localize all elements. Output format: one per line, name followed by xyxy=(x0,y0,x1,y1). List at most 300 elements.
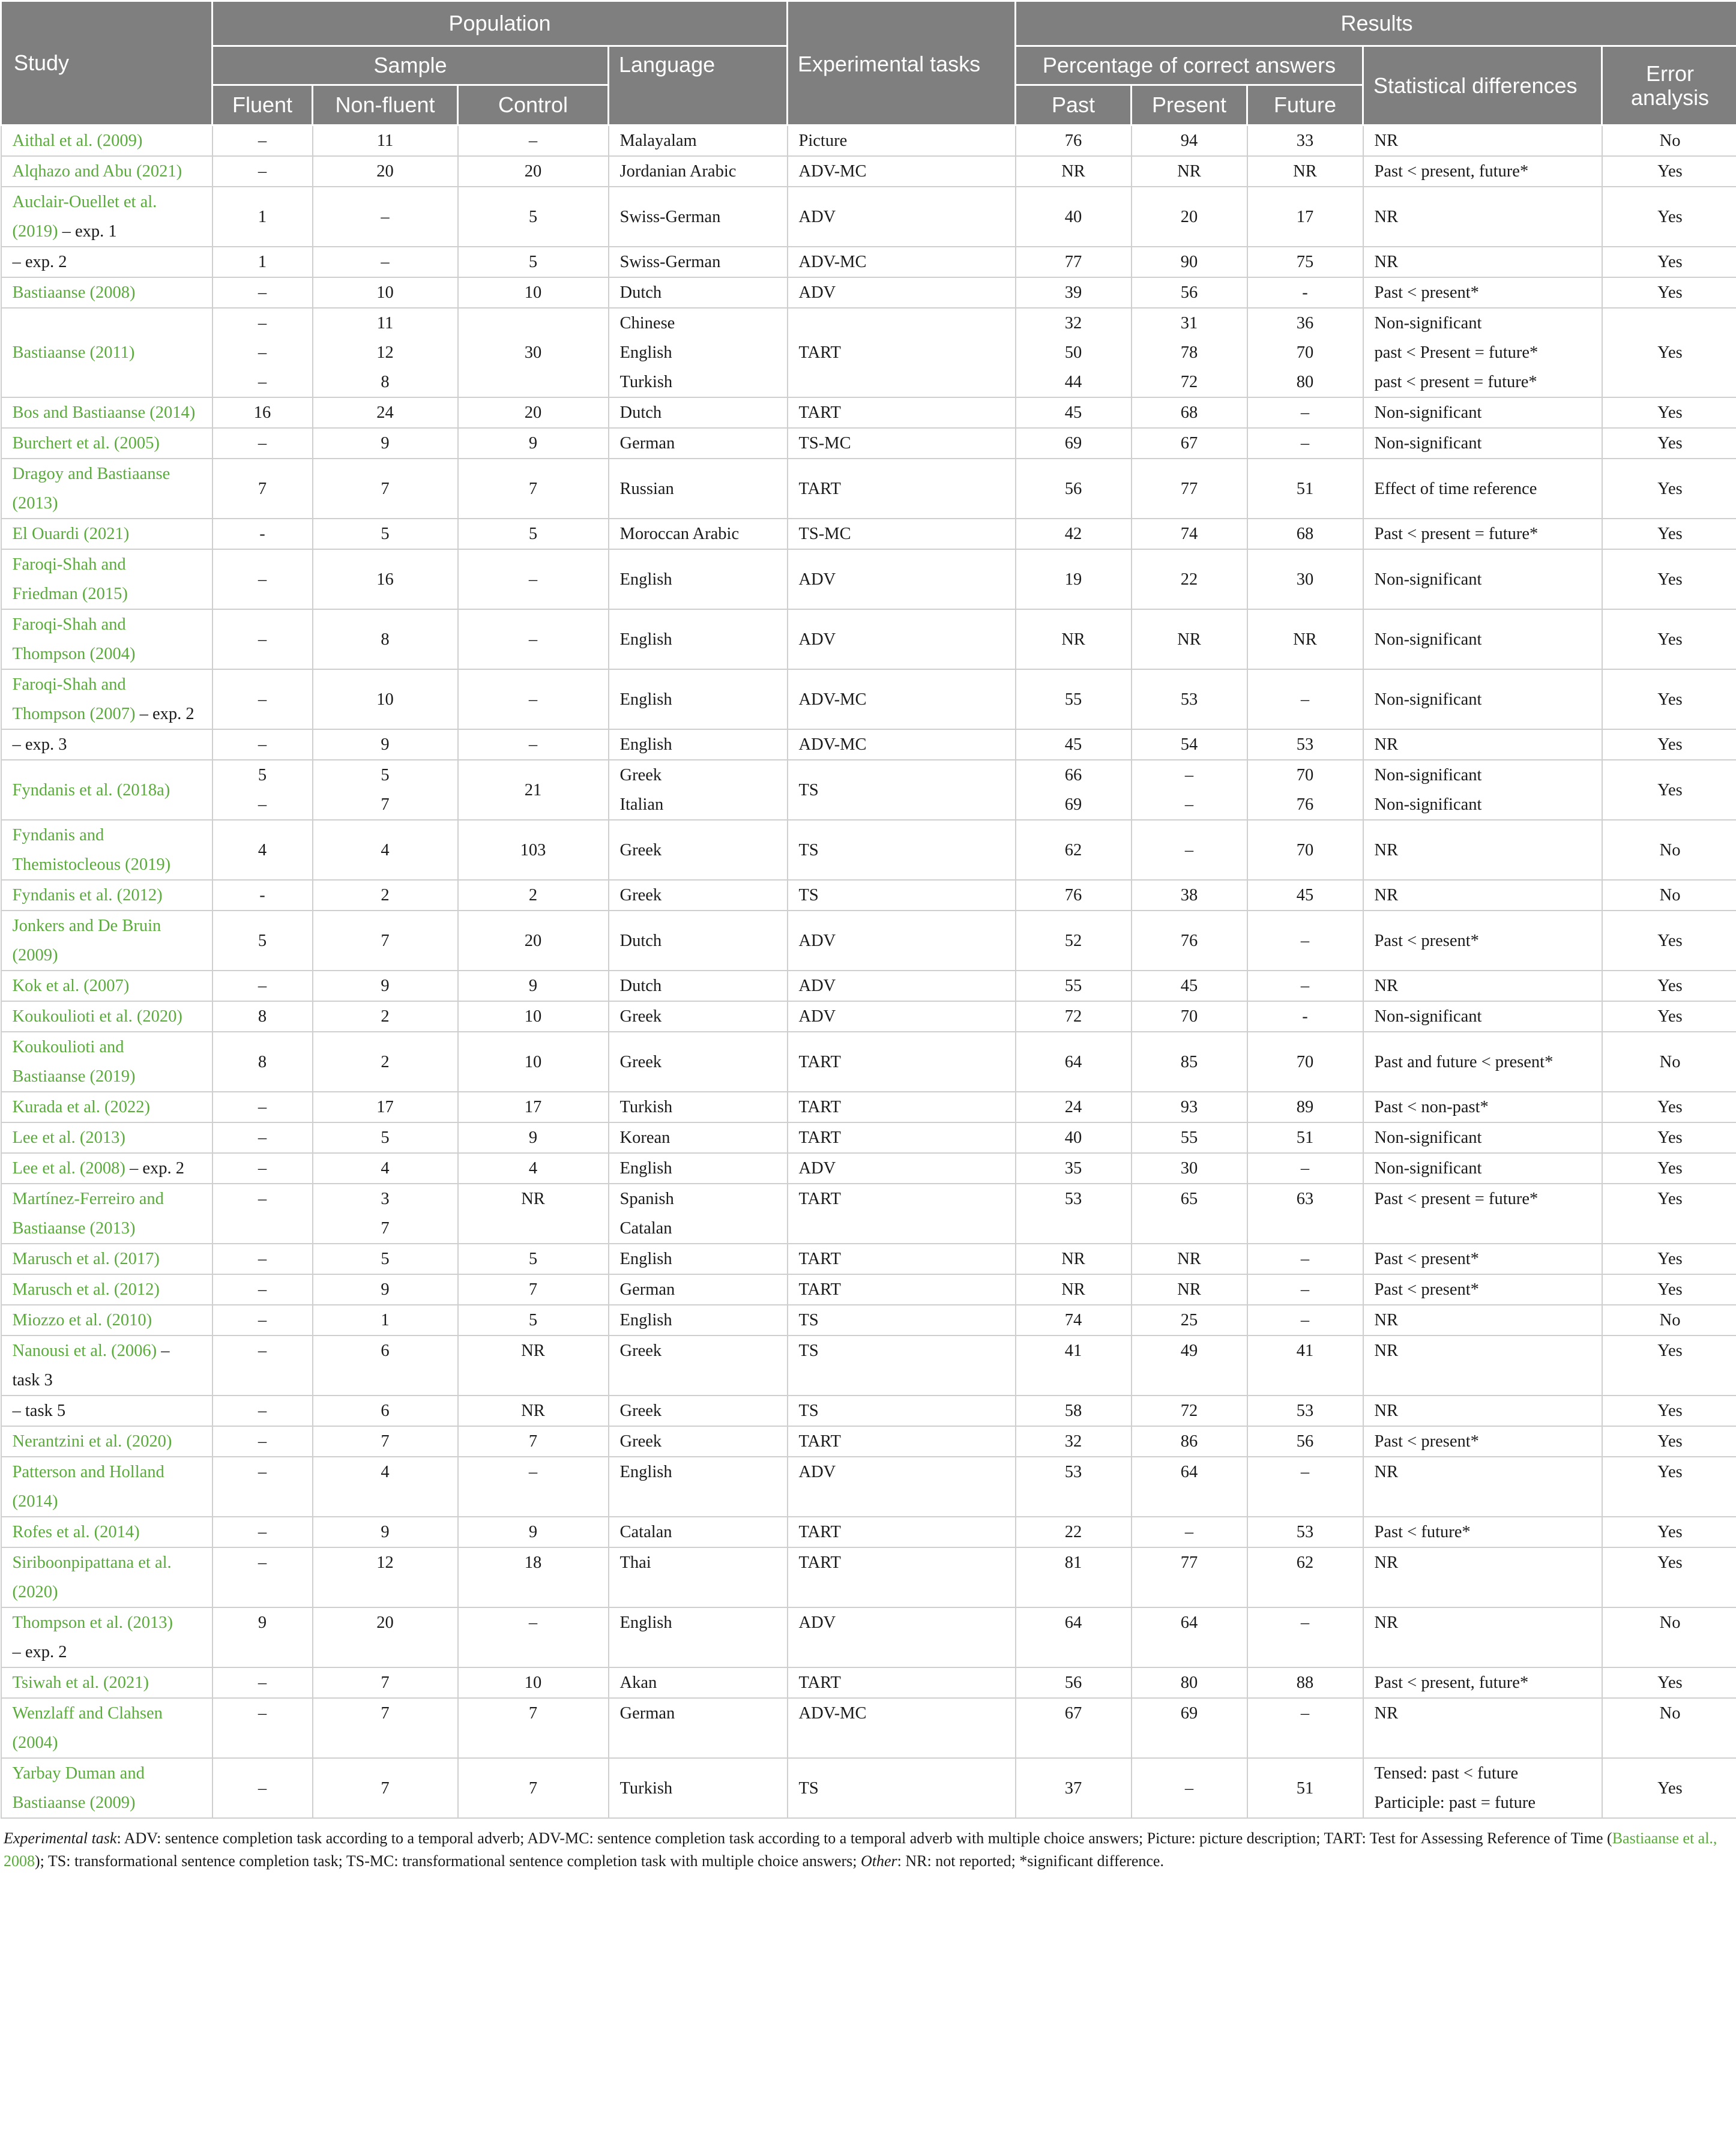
cell-past xyxy=(1016,308,1132,397)
cell-task: TART xyxy=(788,308,1016,397)
cell-statistical-difference: Past < present* xyxy=(1363,277,1602,308)
cell-fluent: – xyxy=(212,971,313,1001)
cell-present-line: 78 xyxy=(1180,343,1198,362)
cell-error-analysis: Yes xyxy=(1602,459,1736,519)
cell-fluent-line: – xyxy=(258,373,267,391)
cell-present: 90 xyxy=(1132,247,1247,277)
cell-statistical-difference-line: Tensed: past < future xyxy=(1374,1764,1519,1783)
table-row xyxy=(1,247,1736,277)
cell-non-fluent: 4 xyxy=(313,1457,458,1517)
cell-study xyxy=(1,428,212,459)
cell-study xyxy=(1,729,212,760)
cell-study xyxy=(1,1667,212,1698)
cell-language: English xyxy=(609,1607,788,1667)
cell-study xyxy=(1,125,212,157)
cell-study xyxy=(1,459,212,519)
cell-study xyxy=(1,1698,212,1758)
study-reference-link[interactable]: El Ouardi (2021) xyxy=(12,525,130,543)
cell-statistical-difference: Non-significant xyxy=(1363,669,1602,729)
cell-non-fluent: 17 xyxy=(313,1092,458,1122)
cell-non-fluent: 7 xyxy=(313,1758,458,1818)
study-reference-link[interactable]: Themistocleous (2019) xyxy=(12,855,171,874)
cell-statistical-difference: NR xyxy=(1363,125,1602,157)
table-row xyxy=(1,1426,1736,1457)
cell-task: TART xyxy=(788,1184,1016,1244)
study-line xyxy=(13,1341,170,1360)
cell-task: TART xyxy=(788,1667,1016,1698)
cell-fluent: 9 xyxy=(212,1607,313,1667)
cell-study xyxy=(1,1758,212,1818)
cell-error-analysis: Yes xyxy=(1602,1092,1736,1122)
table-row xyxy=(1,125,1736,157)
cell-study xyxy=(1,308,212,397)
table-row xyxy=(1,459,1736,519)
cell-statistical-difference: Past < present* xyxy=(1363,1244,1602,1274)
study-reference-link[interactable]: Burchert et al. (2005) xyxy=(12,434,160,453)
cell-task: ADV xyxy=(788,609,1016,669)
study-reference-link[interactable]: Martínez-Ferreiro and xyxy=(12,1190,164,1208)
cell-study xyxy=(1,247,212,277)
study-reference-link[interactable]: (2020) xyxy=(12,1583,58,1601)
cell-control: – xyxy=(458,125,609,157)
cell-control: 9 xyxy=(458,1517,609,1547)
cell-future: 51 xyxy=(1247,459,1363,519)
cell-future: 53 xyxy=(1247,1396,1363,1426)
cell-language xyxy=(609,308,788,397)
cell-past: 37 xyxy=(1016,1758,1132,1818)
study-reference-link[interactable]: Bastiaanse (2008) xyxy=(12,283,136,302)
cell-fluent: – xyxy=(212,1758,313,1818)
cell-error-analysis: Yes xyxy=(1602,247,1736,277)
cell-non-fluent: 5 xyxy=(313,1122,458,1153)
table-row xyxy=(1,729,1736,760)
study-line xyxy=(13,610,203,639)
cell-future: – xyxy=(1247,1305,1363,1335)
cell-control: 5 xyxy=(458,247,609,277)
cell-non-fluent-line: 7 xyxy=(381,795,390,814)
study-reference-link[interactable]: Koukoulioti et al. (2020) xyxy=(12,1007,182,1026)
cell-future: NR xyxy=(1247,156,1363,187)
study-reference-link[interactable]: Bastiaanse (2009) xyxy=(12,1793,136,1812)
cell-non-fluent: 9 xyxy=(313,1274,458,1305)
cell-future: 62 xyxy=(1247,1547,1363,1607)
cell-error-analysis: Yes xyxy=(1602,1122,1736,1153)
study-line xyxy=(13,775,203,805)
cell-present xyxy=(1132,308,1247,397)
cell-language-line: Italian xyxy=(619,795,664,814)
cell-statistical-difference: NR xyxy=(1363,247,1602,277)
cell-past: 35 xyxy=(1016,1153,1132,1184)
table-row xyxy=(1,1667,1736,1698)
study-reference-link[interactable]: Kok et al. (2007) xyxy=(12,977,130,995)
cell-fluent: 16 xyxy=(212,397,313,428)
cell-non-fluent-line: 3 xyxy=(381,1190,390,1208)
cell-future: 53 xyxy=(1247,729,1363,760)
cell-language: Dutch xyxy=(609,911,788,971)
header-error-analysis: Error analysis xyxy=(1602,46,1736,125)
cell-past: NR xyxy=(1016,1274,1132,1305)
cell-control: 10 xyxy=(458,1667,609,1698)
cell-past-line: 66 xyxy=(1064,766,1082,784)
study-reference-link[interactable]: Yarbay Duman and xyxy=(12,1764,145,1783)
header-study: Study xyxy=(1,1,212,125)
cell-control: NR xyxy=(458,1184,609,1244)
study-line xyxy=(13,850,203,879)
study-reference-link[interactable]: Kurada et al. (2022) xyxy=(12,1098,150,1116)
cell-present: 77 xyxy=(1132,459,1247,519)
table-row xyxy=(1,1396,1736,1426)
cell-statistical-difference: NR xyxy=(1363,1335,1602,1396)
study-line xyxy=(13,1032,203,1062)
cell-language xyxy=(609,1184,788,1244)
study-reference-link[interactable]: Bastiaanse (2013) xyxy=(12,1219,136,1238)
cell-control: 30 xyxy=(458,308,609,397)
study-extra: task 3 xyxy=(12,1371,53,1390)
study-line xyxy=(13,1062,203,1091)
cell-present: 69 xyxy=(1132,1698,1247,1758)
study-reference-link[interactable]: Siriboonpipattana et al. xyxy=(12,1553,172,1572)
cell-task: TART xyxy=(788,1244,1016,1274)
cell-error-analysis: Yes xyxy=(1602,1335,1736,1396)
cell-past: 53 xyxy=(1016,1184,1132,1244)
study-reference-link[interactable]: Nanousi et al. (2006) xyxy=(12,1341,157,1360)
study-suffix: – exp. 2 xyxy=(135,705,194,723)
table-row xyxy=(1,187,1736,247)
cell-task: TART xyxy=(788,397,1016,428)
cell-present: – xyxy=(1132,1517,1247,1547)
table-body xyxy=(1,125,1736,1819)
table-row xyxy=(1,1698,1736,1758)
cell-study xyxy=(1,1092,212,1122)
cell-fluent-line: – xyxy=(258,343,267,362)
cell-language: Dutch xyxy=(609,277,788,308)
study-reference-link[interactable]: Fyndanis et al. (2012) xyxy=(12,886,163,905)
cell-error-analysis: Yes xyxy=(1602,1396,1736,1426)
study-reference-link[interactable]: Tsiwah et al. (2021) xyxy=(12,1673,149,1692)
study-reference-link[interactable]: Wenzlaff and Clahsen xyxy=(12,1704,163,1723)
cell-study xyxy=(1,519,212,549)
cell-future: 68 xyxy=(1247,519,1363,549)
cell-language-line: English xyxy=(619,343,672,362)
cell-fluent: 8 xyxy=(212,1032,313,1092)
study-line xyxy=(13,639,203,669)
study-reference-link[interactable]: Fyndanis and xyxy=(12,826,104,845)
cell-study xyxy=(1,1244,212,1274)
study-reference-link[interactable]: Nerantzini et al. (2020) xyxy=(12,1432,172,1451)
study-line xyxy=(13,1159,184,1178)
cell-fluent: – xyxy=(212,1122,313,1153)
table-row xyxy=(1,669,1736,729)
cell-study xyxy=(1,971,212,1001)
table-row xyxy=(1,1122,1736,1153)
study-reference-link[interactable]: Friedman (2015) xyxy=(12,585,128,603)
cell-fluent: 5 xyxy=(212,911,313,971)
study-reference-link[interactable]: Aithal et al. (2009) xyxy=(12,131,143,150)
cell-error-analysis: Yes xyxy=(1602,428,1736,459)
cell-statistical-difference-line: past < present = future* xyxy=(1374,373,1537,391)
cell-control: 21 xyxy=(458,760,609,820)
cell-language: Russian xyxy=(609,459,788,519)
cell-fluent: – xyxy=(212,1396,313,1426)
study-line xyxy=(13,911,203,941)
cell-task: ADV xyxy=(788,549,1016,609)
study-reference-link[interactable]: Rofes et al. (2014) xyxy=(12,1523,140,1541)
cell-control: 103 xyxy=(458,820,609,880)
header-control: Control xyxy=(458,85,609,125)
cell-future: – xyxy=(1247,1698,1363,1758)
cell-study xyxy=(1,1305,212,1335)
cell-language: English xyxy=(609,729,788,760)
cell-task: ADV xyxy=(788,277,1016,308)
cell-non-fluent: 1 xyxy=(313,1305,458,1335)
study-reference-link[interactable]: (2009) xyxy=(12,946,58,965)
cell-fluent: – xyxy=(212,1667,313,1698)
study-continuation: – exp. 2 xyxy=(12,253,67,271)
footnote-reference-link[interactable]: Bastiaanse et al., 2008 xyxy=(4,1829,1717,1870)
cell-language: English xyxy=(609,1305,788,1335)
cell-present: 55 xyxy=(1132,1122,1247,1153)
cell-study xyxy=(1,1457,212,1517)
cell-control: 7 xyxy=(458,1758,609,1818)
cell-task: TS xyxy=(788,1335,1016,1396)
cell-language: Dutch xyxy=(609,971,788,1001)
cell-non-fluent: 11 xyxy=(313,125,458,157)
cell-fluent: – xyxy=(212,1184,313,1244)
cell-study xyxy=(1,911,212,971)
cell-error-analysis: No xyxy=(1602,820,1736,880)
cell-non-fluent: 7 xyxy=(313,911,458,971)
study-reference-link[interactable]: Bos and Bastiaanse (2014) xyxy=(12,403,196,422)
cell-past: 40 xyxy=(1016,1122,1132,1153)
cell-statistical-difference-line: Participle: past = future xyxy=(1374,1793,1536,1812)
table-row xyxy=(1,1607,1736,1667)
cell-fluent: – xyxy=(212,277,313,308)
cell-error-analysis: Yes xyxy=(1602,277,1736,308)
cell-present-line: 72 xyxy=(1180,373,1198,391)
cell-control: 5 xyxy=(458,187,609,247)
study-reference-link[interactable]: Thompson (2004) xyxy=(12,645,136,663)
cell-future: – xyxy=(1247,971,1363,1001)
study-reference-link[interactable]: Fyndanis et al. (2018a) xyxy=(12,780,170,799)
cell-task: TART xyxy=(788,1426,1016,1457)
cell-statistical-difference: Non-significant xyxy=(1363,1001,1602,1032)
study-line xyxy=(13,525,130,543)
cell-present: 67 xyxy=(1132,428,1247,459)
cell-future: NR xyxy=(1247,609,1363,669)
cell-error-analysis: Yes xyxy=(1602,971,1736,1001)
cell-past: 55 xyxy=(1016,971,1132,1001)
cell-non-fluent-line: 8 xyxy=(381,373,390,391)
study-continuation: – task 5 xyxy=(12,1402,66,1420)
cell-past: 77 xyxy=(1016,247,1132,277)
study-reference-link[interactable]: Miozzo et al. (2010) xyxy=(12,1311,152,1329)
cell-statistical-difference-line: Non-significant xyxy=(1374,314,1482,333)
cell-non-fluent: 6 xyxy=(313,1335,458,1396)
cell-study xyxy=(1,156,212,187)
cell-task: TART xyxy=(788,1274,1016,1305)
study-line xyxy=(13,1311,152,1329)
cell-future-line: 36 xyxy=(1296,314,1314,333)
cell-control: 7 xyxy=(458,1274,609,1305)
cell-task: TS xyxy=(788,760,1016,820)
study-reference-link[interactable]: Thompson (2007) xyxy=(12,705,136,723)
cell-error-analysis: Yes xyxy=(1602,549,1736,609)
cell-statistical-difference: Past < future* xyxy=(1363,1517,1602,1547)
cell-statistical-difference: NR xyxy=(1363,187,1602,247)
cell-future: – xyxy=(1247,1244,1363,1274)
study-reference-link[interactable]: (2014) xyxy=(12,1492,58,1511)
cell-fluent: – xyxy=(212,1517,313,1547)
study-reference-link[interactable]: Lee et al. (2008) xyxy=(12,1159,125,1178)
study-reference-link[interactable]: Faroqi-Shah and xyxy=(12,675,126,694)
cell-non-fluent: 2 xyxy=(313,1001,458,1032)
study-suffix: – exp. 1 xyxy=(58,222,117,241)
study-suffix: – exp. 2 xyxy=(125,1159,184,1178)
study-line xyxy=(13,886,163,905)
study-line xyxy=(13,1280,160,1299)
study-line xyxy=(13,1673,149,1692)
cell-language: English xyxy=(609,1244,788,1274)
cell-fluent: – xyxy=(212,549,313,609)
cell-task: TART xyxy=(788,1092,1016,1122)
cell-past: 22 xyxy=(1016,1517,1132,1547)
cell-present: 76 xyxy=(1132,911,1247,971)
study-reference-link[interactable]: Koukoulioti and xyxy=(12,1038,124,1056)
study-line xyxy=(13,1007,182,1026)
cell-control: 4 xyxy=(458,1153,609,1184)
cell-fluent: – xyxy=(212,428,313,459)
study-line xyxy=(13,699,203,729)
table-row xyxy=(1,428,1736,459)
cell-past: NR xyxy=(1016,156,1132,187)
cell-task: TS xyxy=(788,1396,1016,1426)
cell-present: NR xyxy=(1132,156,1247,187)
cell-error-analysis: Yes xyxy=(1602,1274,1736,1305)
cell-present: 77 xyxy=(1132,1547,1247,1607)
cell-control: – xyxy=(458,1457,609,1517)
study-reference-link[interactable]: Marusch et al. (2017) xyxy=(12,1250,160,1268)
cell-present: 93 xyxy=(1132,1092,1247,1122)
cell-error-analysis: Yes xyxy=(1602,397,1736,428)
study-reference-link[interactable]: Faroqi-Shah and xyxy=(12,615,126,634)
cell-non-fluent: 2 xyxy=(313,880,458,911)
study-line xyxy=(13,131,143,150)
cell-control: – xyxy=(458,1607,609,1667)
study-reference-link[interactable]: Auclair-Ouellet et al. xyxy=(12,193,157,211)
cell-future-line: 76 xyxy=(1296,795,1314,814)
cell-language: Moroccan Arabic xyxy=(609,519,788,549)
header-fluent: Fluent xyxy=(212,85,313,125)
cell-error-analysis: Yes xyxy=(1602,729,1736,760)
study-reference-link[interactable]: (2013) xyxy=(12,494,58,513)
study-reference-link[interactable]: Marusch et al. (2012) xyxy=(12,1280,160,1299)
study-reference-link[interactable]: Lee et al. (2013) xyxy=(12,1128,125,1147)
cell-error-analysis: Yes xyxy=(1602,1426,1736,1457)
study-line xyxy=(13,1487,203,1516)
cell-language: English xyxy=(609,669,788,729)
cell-future: 33 xyxy=(1247,125,1363,157)
table-row xyxy=(1,1457,1736,1517)
study-reference-link[interactable]: Dragoy and Bastiaanse xyxy=(12,465,170,483)
study-line xyxy=(13,434,160,453)
cell-future xyxy=(1247,308,1363,397)
cell-fluent: – xyxy=(212,1092,313,1122)
study-reference-link[interactable]: Thompson et al. (2013) xyxy=(12,1613,173,1632)
cell-task: Picture xyxy=(788,125,1016,157)
cell-fluent: 1 xyxy=(212,247,313,277)
cell-present: 49 xyxy=(1132,1335,1247,1396)
cell-past: 42 xyxy=(1016,519,1132,549)
cell-control: 9 xyxy=(458,1122,609,1153)
cell-language-line: Catalan xyxy=(619,1219,672,1238)
cell-control: 20 xyxy=(458,911,609,971)
cell-non-fluent: 9 xyxy=(313,428,458,459)
study-reference-link[interactable]: (2019) xyxy=(12,222,58,241)
cell-non-fluent-line: 12 xyxy=(376,343,394,362)
cell-statistical-difference: Past and future < present* xyxy=(1363,1032,1602,1092)
footnote-exp-task-text-a: : ADV: sentence completion task according to a temporal adverb; ADV-MC: sentence completion task according to a temporal adverb with multiple choice answers; Picture: picture description; TART: Test for Assessing Reference of Time ( xyxy=(116,1829,1612,1847)
cell-fluent xyxy=(212,308,313,397)
cell-present: 65 xyxy=(1132,1184,1247,1244)
cell-language: Malayalam xyxy=(609,125,788,157)
cell-error-analysis: Yes xyxy=(1602,1517,1736,1547)
cell-language: English xyxy=(609,1457,788,1517)
table-row xyxy=(1,609,1736,669)
cell-past: 53 xyxy=(1016,1457,1132,1517)
cell-control: – xyxy=(458,729,609,760)
table-row xyxy=(1,820,1736,880)
study-line xyxy=(13,459,203,489)
study-reference-link[interactable]: (2004) xyxy=(12,1733,58,1752)
study-line xyxy=(13,1613,173,1632)
study-reference-link[interactable]: Bastiaanse (2011) xyxy=(12,343,135,362)
cell-future: – xyxy=(1247,428,1363,459)
cell-error-analysis: Yes xyxy=(1602,911,1736,971)
cell-language: Jordanian Arabic xyxy=(609,156,788,187)
cell-future: 51 xyxy=(1247,1122,1363,1153)
study-line xyxy=(13,1699,203,1728)
cell-future: 17 xyxy=(1247,187,1363,247)
cell-non-fluent: 10 xyxy=(313,669,458,729)
cell-past: 62 xyxy=(1016,820,1132,880)
cell-future: – xyxy=(1247,669,1363,729)
study-line xyxy=(13,1098,151,1116)
cell-non-fluent: 4 xyxy=(313,820,458,880)
cell-control: 2 xyxy=(458,880,609,911)
table-row xyxy=(1,1092,1736,1122)
study-reference-link[interactable]: Jonkers and De Bruin xyxy=(12,917,161,935)
cell-error-analysis: Yes xyxy=(1602,187,1736,247)
cell-non-fluent-line: 5 xyxy=(381,766,390,784)
study-reference-link[interactable]: Faroqi-Shah and xyxy=(12,555,126,574)
table-row xyxy=(1,1305,1736,1335)
cell-task: TS-MC xyxy=(788,519,1016,549)
cell-language: Greek xyxy=(609,1032,788,1092)
study-reference-link[interactable]: Alqhazo and Abu (2021) xyxy=(12,162,182,181)
cell-task: TS xyxy=(788,1305,1016,1335)
header-past: Past xyxy=(1016,85,1132,125)
cell-error-analysis: Yes xyxy=(1602,308,1736,397)
cell-present: 94 xyxy=(1132,125,1247,157)
cell-study xyxy=(1,1335,212,1396)
study-reference-link[interactable]: Bastiaanse (2019) xyxy=(12,1067,136,1086)
study-reference-link[interactable]: Patterson and Holland xyxy=(12,1463,164,1481)
cell-study xyxy=(1,397,212,428)
study-line xyxy=(13,1548,203,1577)
cell-language: English xyxy=(609,549,788,609)
table-row xyxy=(1,277,1736,308)
cell-fluent: - xyxy=(212,519,313,549)
